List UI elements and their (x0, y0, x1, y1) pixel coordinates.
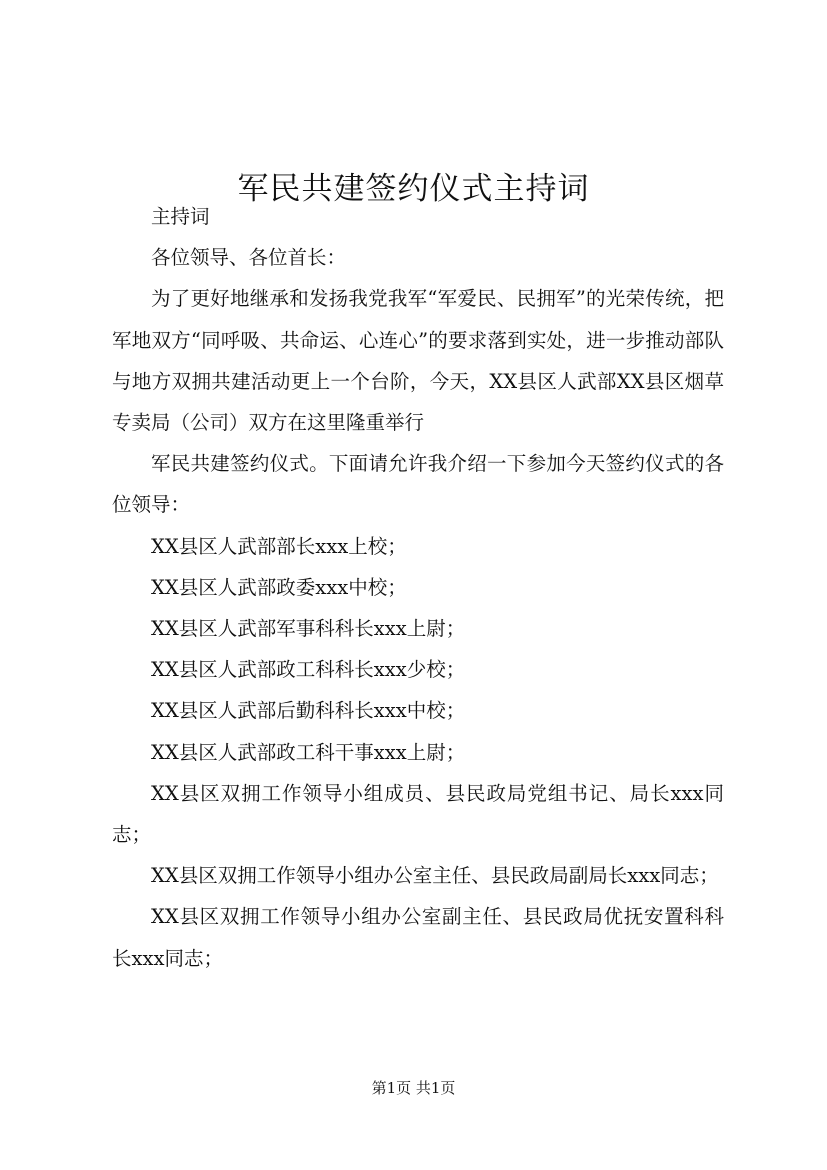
paragraph-intro: 为了更好地继承和发扬我党我军“军爱民、民拥军”的光荣传统，把军地双方“同呼吸、共命运、心连心”的要求落到实处，进一步推动部队与地方双拥共建活动更上一个台阶，今天，XX县区人武部XX县区烟草专卖局（公司）双方在这里隆重举行 (112, 287, 724, 435)
paragraph-guest-3: XX县区人武部军事科科长xxx上尉； (151, 617, 466, 641)
paragraph-guest-5: XX县区人武部后勤科科长xxx中校； (151, 699, 466, 723)
paragraph-guest-9: XX县区双拥工作领导小组办公室副主任、县民政局优抚安置科科长xxx同志； (112, 905, 724, 970)
paragraph-guest-8: XX县区双拥工作领导小组办公室主任、县民政局副局长xxx同志； (151, 864, 719, 888)
paragraph-heading: 主持词 (151, 205, 210, 228)
paragraph-salutation: 各位领导、各位首长： (151, 246, 347, 270)
paragraph-ceremony: 军民共建签约仪式。下面请允许我介绍一下参加今天签约仪式的各位领导： (112, 452, 724, 517)
paragraph-guest-2: XX县区人武部政委xxx中校； (151, 575, 407, 599)
paragraph-guest-6: XX县区人武部政工科干事xxx上尉； (151, 740, 466, 764)
paragraph-guest-4: XX县区人武部政工科科长xxx少校； (151, 658, 466, 682)
paragraph-guest-1: XX县区人武部部长xxx上校； (151, 534, 407, 558)
paragraph-guest-7: XX县区双拥工作领导小组成员、县民政局党组书记、局长xxx同志； (112, 781, 724, 847)
document-body (112, 196, 724, 979)
page-footer: 第1页 共1页 (371, 1079, 456, 1097)
document-title: 军民共建签约仪式主持词 (237, 170, 590, 207)
